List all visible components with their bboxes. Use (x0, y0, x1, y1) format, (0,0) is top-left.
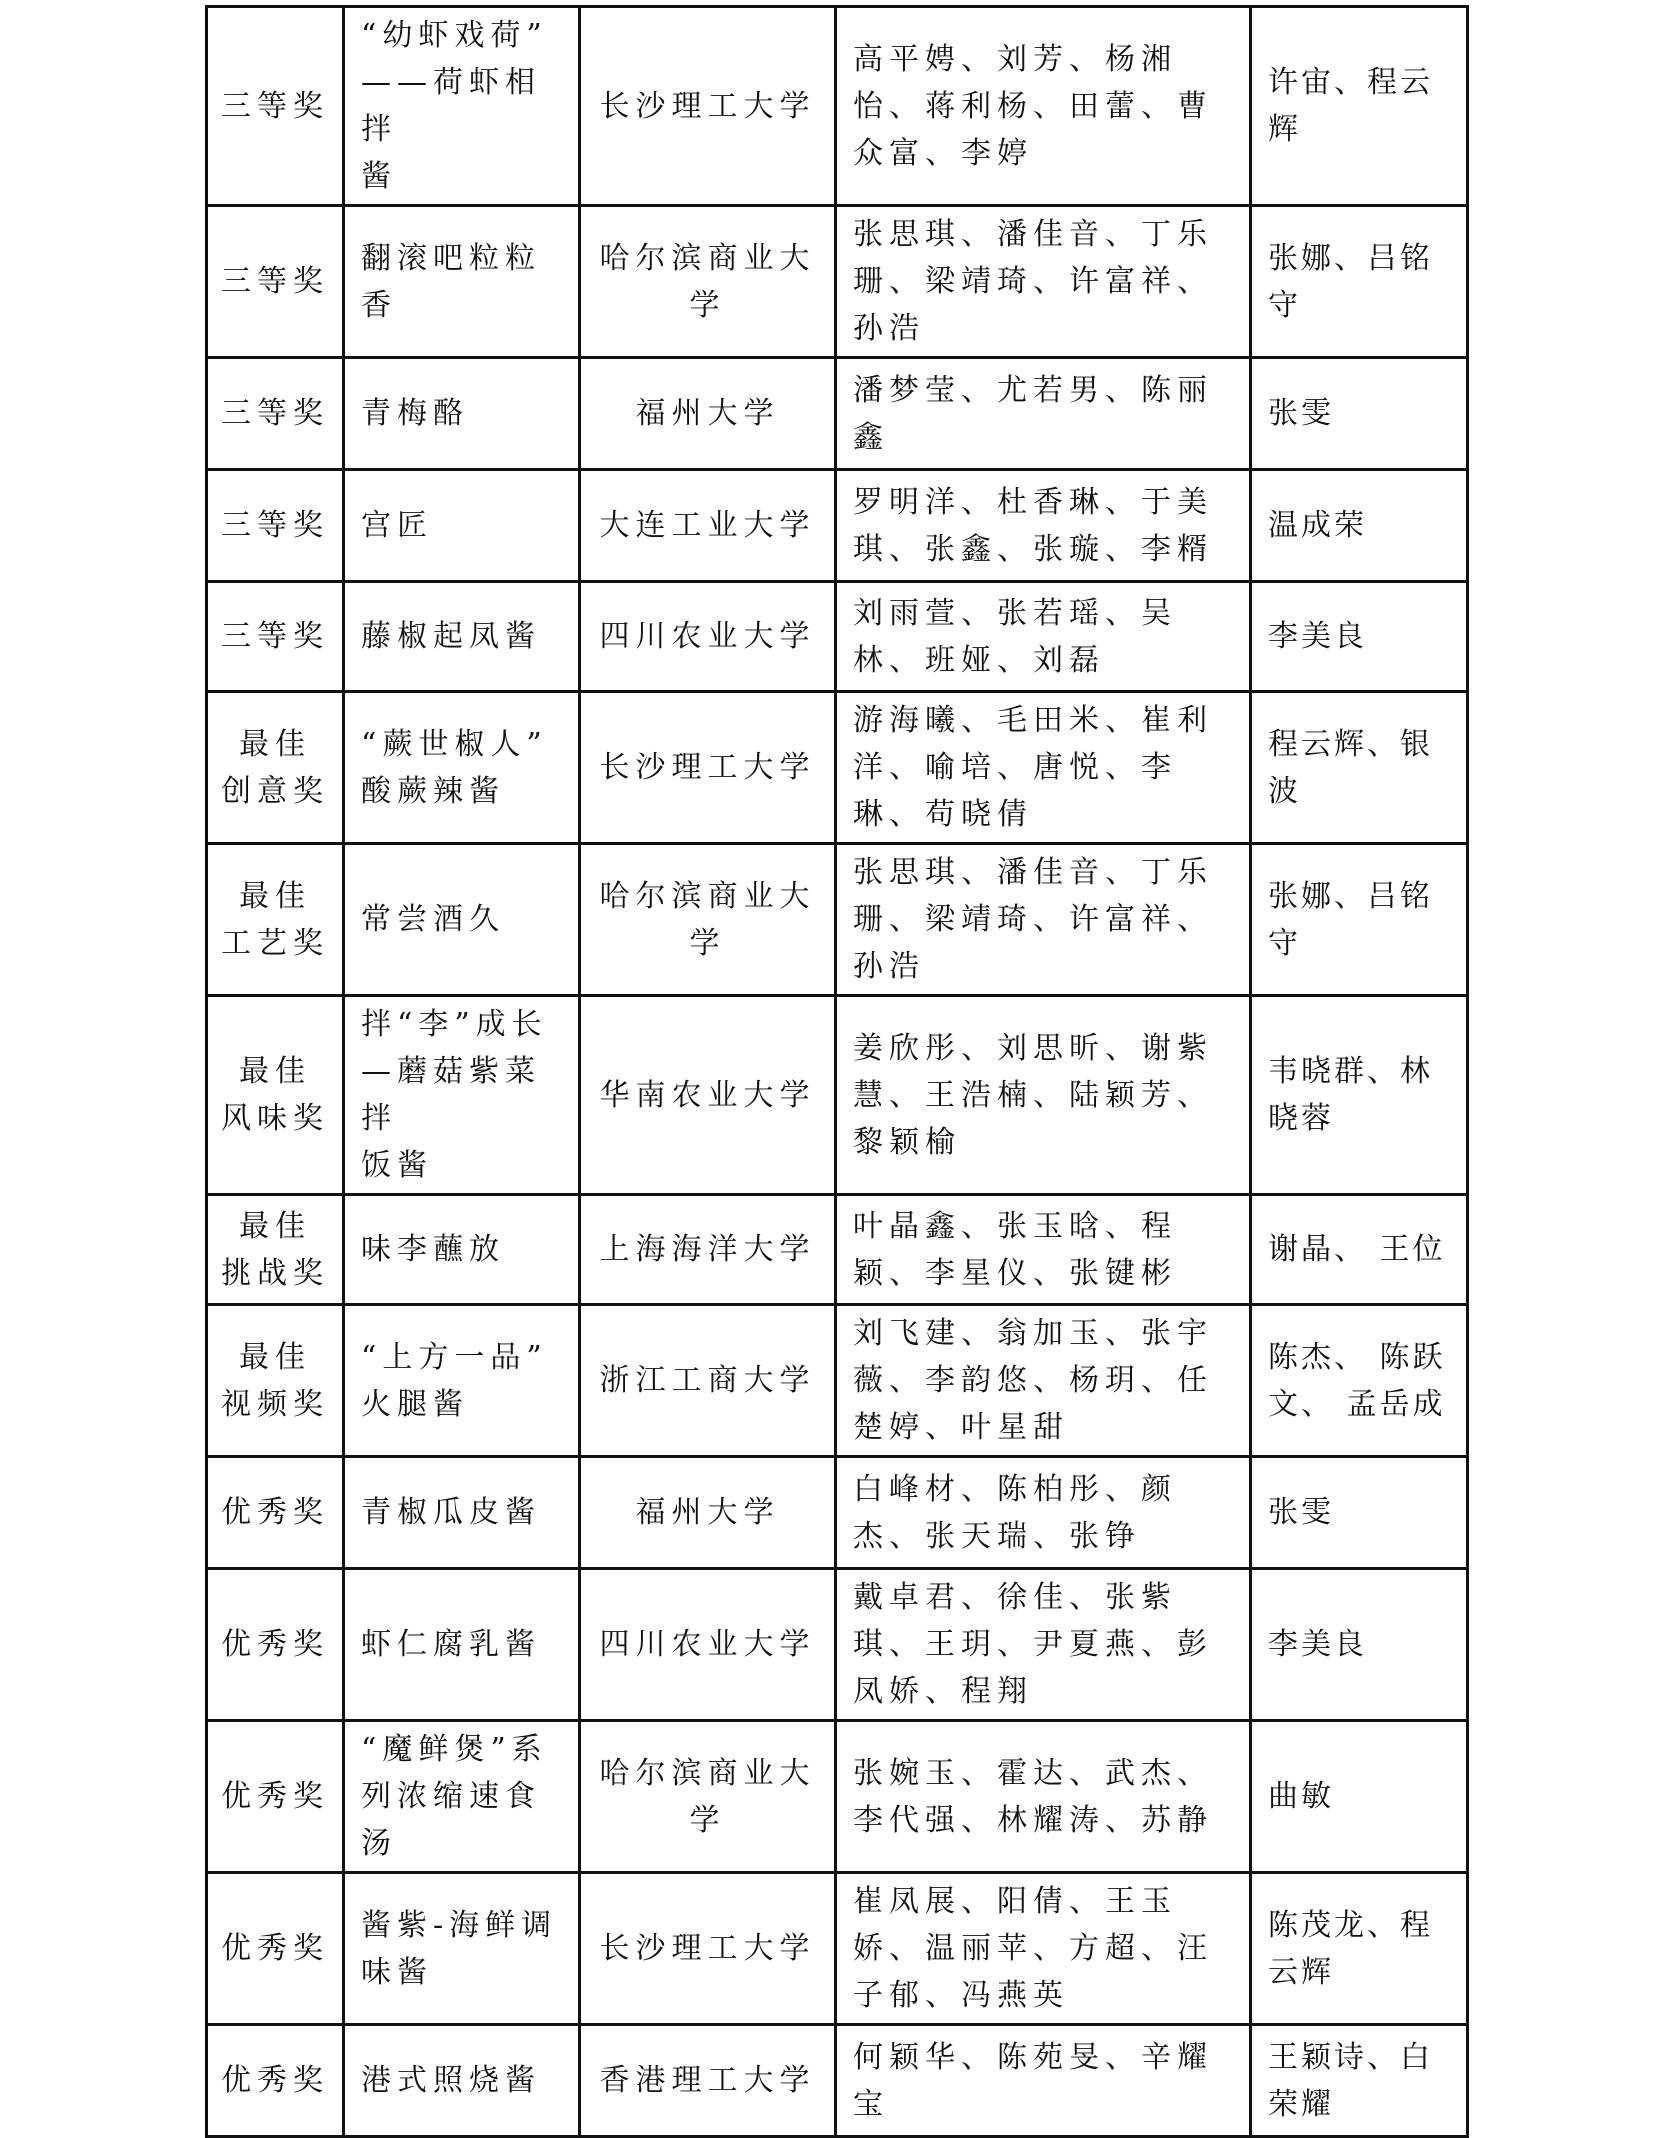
school-cell (580, 1873, 836, 2025)
school-cell (580, 1569, 836, 1721)
table-row (207, 1305, 1468, 1457)
school-cell-line: 浙江工商大学 (599, 1363, 816, 1398)
award-level-cell (207, 2025, 344, 2137)
school-cell (580, 996, 836, 1195)
team-members-cell: 张思琪、潘佳音、丁乐珊、梁靖琦、许富祥、孙浩 (836, 844, 1251, 996)
award-level-cell (207, 358, 344, 470)
team-members-cell: 张思琪、潘佳音、丁乐珊、梁靖琦、许富祥、孙浩 (836, 206, 1251, 358)
work-title-cell (344, 470, 580, 582)
table-row (207, 1457, 1468, 1569)
advisors-cell: 程云辉、银波 (1251, 692, 1468, 844)
work-title-cell (344, 1721, 580, 1873)
team-members-cell: 潘梦莹、尤若男、陈丽鑫 (836, 358, 1251, 470)
work-title-cell (344, 1305, 580, 1457)
table-row (207, 206, 1468, 358)
school-cell-line: 华南农业大学 (599, 1077, 816, 1113)
work-title-cell-line: 味酱 (361, 1954, 433, 1990)
award-level-cell (207, 470, 344, 582)
award-level-cell-line: 优秀奖 (221, 1627, 329, 1662)
award-level-cell-line: 优秀奖 (221, 1779, 329, 1814)
work-title-cell-line: 宫匠 (361, 508, 433, 543)
work-title-cell-line: 酱紫-海鲜调 (361, 1907, 558, 1943)
awards-table (205, 5, 1469, 2138)
school-cell (580, 7, 836, 206)
award-level-cell-line: 工艺奖 (221, 925, 329, 961)
work-title-cell (344, 1873, 580, 2025)
award-level-cell (207, 582, 344, 692)
advisors-cell: 陈杰、 陈跃文、 孟岳成 (1251, 1305, 1468, 1457)
award-level-cell (207, 844, 344, 996)
school-cell (580, 1195, 836, 1305)
awards-table-body (207, 7, 1468, 2137)
award-level-cell-line: 优秀奖 (221, 2063, 329, 2098)
work-title-cell-line: 翻滚吧粒粒香 (361, 240, 541, 323)
school-cell-line: 哈尔滨商业大 (599, 240, 816, 276)
advisors-cell: 温成荣 (1251, 470, 1468, 582)
team-members-cell: 崔凤展、阳倩、王玉娇、温丽苹、方超、汪子郁、冯燕英 (836, 1873, 1251, 2025)
table-row (207, 1195, 1468, 1305)
award-level-cell-line: 三等奖 (221, 619, 329, 654)
work-title-cell-line: 青梅酪 (361, 396, 469, 431)
award-level-cell-line: 优秀奖 (221, 1931, 329, 1966)
work-title-cell-line: 列浓缩速食汤 (361, 1779, 541, 1861)
award-level-cell-line: 创意奖 (221, 773, 329, 809)
school-cell-line: 福州大学 (635, 396, 780, 431)
award-level-cell (207, 1569, 344, 1721)
work-title-cell (344, 206, 580, 358)
award-level-cell-line: 挑战奖 (221, 1255, 329, 1291)
award-level-cell (207, 1873, 344, 2025)
work-title-cell-line: 饭酱 (361, 1148, 433, 1183)
team-members-cell: 罗明洋、杜香琳、于美琪、张鑫、张璇、李糈 (836, 470, 1251, 582)
work-title-cell-line: 虾仁腐乳酱 (361, 1627, 541, 1662)
school-cell-line: 学 (689, 287, 726, 323)
advisors-cell: 李美良 (1251, 582, 1468, 692)
school-cell (580, 844, 836, 996)
work-title-cell-line: 味李蘸放 (361, 1232, 505, 1267)
award-level-cell-line: 风味奖 (221, 1101, 329, 1136)
table-row (207, 692, 1468, 844)
work-title-cell-line: 常尝酒久 (361, 902, 505, 937)
table-row (207, 2025, 1468, 2137)
team-members-cell: 戴卓君、徐佳、张紫琪、王玥、尹夏燕、彭凤娇、程翔 (836, 1569, 1251, 1721)
school-cell-line: 大连工业大学 (599, 508, 816, 543)
award-level-cell-line: 最佳 (239, 1339, 311, 1375)
advisors-cell: 李美良 (1251, 1569, 1468, 1721)
work-title-cell-line: 拌“李”成长 (361, 1007, 548, 1042)
team-members-cell: 白峰材、陈柏彤、颜杰、张天瑞、张铮 (836, 1457, 1251, 1569)
award-level-cell (207, 692, 344, 844)
work-title-cell-line: 港式照烧酱 (361, 2063, 541, 2098)
table-row (207, 7, 1468, 206)
award-level-cell-line: 最佳 (239, 726, 311, 762)
team-members-cell: 游海曦、毛田米、崔利洋、喻培、唐悦、李琳、苟晓倩 (836, 692, 1251, 844)
advisors-cell: 张娜、吕铭守 (1251, 206, 1468, 358)
school-cell-line: 四川农业大学 (599, 1627, 816, 1662)
school-cell-line: 学 (689, 1802, 726, 1838)
work-title-cell-line: “上方一品” (361, 1339, 548, 1375)
advisors-cell: 曲敏 (1251, 1721, 1468, 1873)
work-title-cell (344, 7, 580, 206)
team-members-cell: 刘飞建、翁加玉、张宇薇、李韵悠、杨玥、任楚婷、叶星甜 (836, 1305, 1251, 1457)
advisors-cell: 陈茂龙、程云辉 (1251, 1873, 1468, 2025)
award-level-cell-line: 优秀奖 (221, 1495, 329, 1530)
work-title-cell (344, 1195, 580, 1305)
advisors-cell: 张雯 (1251, 1457, 1468, 1569)
work-title-cell-line: 酸蕨辣酱 (361, 773, 505, 809)
school-cell-line: 长沙理工大学 (599, 750, 816, 785)
award-level-cell (207, 206, 344, 358)
team-members-cell: 叶晶鑫、张玉晗、程颖、李星仪、张键彬 (836, 1195, 1251, 1305)
team-members-cell: 张婉玉、霍达、武杰、李代强、林耀涛、苏静 (836, 1721, 1251, 1873)
work-title-cell-line: 酱 (361, 159, 397, 194)
table-row (207, 1721, 1468, 1873)
award-level-cell (207, 1305, 344, 1457)
award-level-cell-line: 最佳 (239, 1054, 311, 1089)
school-cell (580, 1305, 836, 1457)
school-cell-line: 学 (689, 925, 726, 961)
school-cell-line: 上海海洋大学 (599, 1232, 816, 1267)
work-title-cell (344, 582, 580, 692)
school-cell (580, 358, 836, 470)
school-cell (580, 1457, 836, 1569)
advisors-cell: 张娜、吕铭守 (1251, 844, 1468, 996)
school-cell (580, 1721, 836, 1873)
award-level-cell (207, 996, 344, 1195)
school-cell (580, 470, 836, 582)
school-cell-line: 福州大学 (635, 1495, 780, 1530)
school-cell-line: 长沙理工大学 (599, 1931, 816, 1966)
award-level-cell-line: 三等奖 (221, 396, 329, 431)
work-title-cell (344, 844, 580, 996)
award-level-cell-line: 三等奖 (221, 88, 329, 124)
work-title-cell-line: ——荷虾相拌 (361, 65, 541, 147)
work-title-cell (344, 692, 580, 844)
award-level-cell-line: 三等奖 (221, 508, 329, 543)
table-row (207, 996, 1468, 1195)
school-cell (580, 2025, 836, 2137)
school-cell-line: 哈尔滨商业大 (599, 878, 816, 914)
advisors-cell: 王颖诗、白荣耀 (1251, 2025, 1468, 2137)
award-level-cell-line: 最佳 (239, 1208, 311, 1244)
school-cell-line: 四川农业大学 (599, 619, 816, 654)
work-title-cell-line: “蕨世椒人” (361, 726, 548, 762)
work-title-cell-line: —蘑菇紫菜拌 (361, 1054, 541, 1136)
work-title-cell (344, 996, 580, 1195)
team-members-cell: 高平娉、刘芳、杨湘怡、蒋利杨、田蕾、曹众富、李婷 (836, 7, 1251, 206)
work-title-cell (344, 1457, 580, 1569)
advisors-cell: 许宙、程云辉 (1251, 7, 1468, 206)
team-members-cell: 姜欣彤、刘思昕、谢紫慧、王浩楠、陆颖芳、黎颖榆 (836, 996, 1251, 1195)
work-title-cell-line: “幼虾戏荷” (361, 18, 548, 53)
school-cell-line: 长沙理工大学 (599, 88, 816, 124)
work-title-cell-line: 青椒瓜皮酱 (361, 1495, 541, 1530)
work-title-cell (344, 2025, 580, 2137)
advisors-cell: 张雯 (1251, 358, 1468, 470)
award-level-cell (207, 1457, 344, 1569)
work-title-cell (344, 1569, 580, 1721)
school-cell (580, 206, 836, 358)
school-cell (580, 692, 836, 844)
table-row (207, 1569, 1468, 1721)
work-title-cell-line: “魔鲜煲”系 (361, 1732, 548, 1767)
school-cell (580, 582, 836, 692)
table-row (207, 582, 1468, 692)
team-members-cell: 何颖华、陈苑旻、辛耀宝 (836, 2025, 1251, 2137)
table-row (207, 358, 1468, 470)
advisors-cell: 韦晓群、林晓蓉 (1251, 996, 1468, 1195)
award-level-cell (207, 1721, 344, 1873)
award-level-cell (207, 1195, 344, 1305)
work-title-cell-line: 火腿酱 (361, 1386, 469, 1422)
award-level-cell (207, 7, 344, 206)
work-title-cell-line: 藤椒起凤酱 (361, 619, 541, 654)
award-level-cell-line: 三等奖 (221, 264, 329, 299)
table-row (207, 844, 1468, 996)
table-row (207, 1873, 1468, 2025)
work-title-cell (344, 358, 580, 470)
school-cell-line: 香港理工大学 (599, 2063, 816, 2098)
award-level-cell-line: 最佳 (239, 878, 311, 914)
award-level-cell-line: 视频奖 (221, 1386, 329, 1422)
school-cell-line: 哈尔滨商业大 (599, 1755, 816, 1791)
team-members-cell: 刘雨萱、张若瑶、吴林、班娅、刘磊 (836, 582, 1251, 692)
table-row (207, 470, 1468, 582)
advisors-cell: 谢晶、 王位 (1251, 1195, 1468, 1305)
